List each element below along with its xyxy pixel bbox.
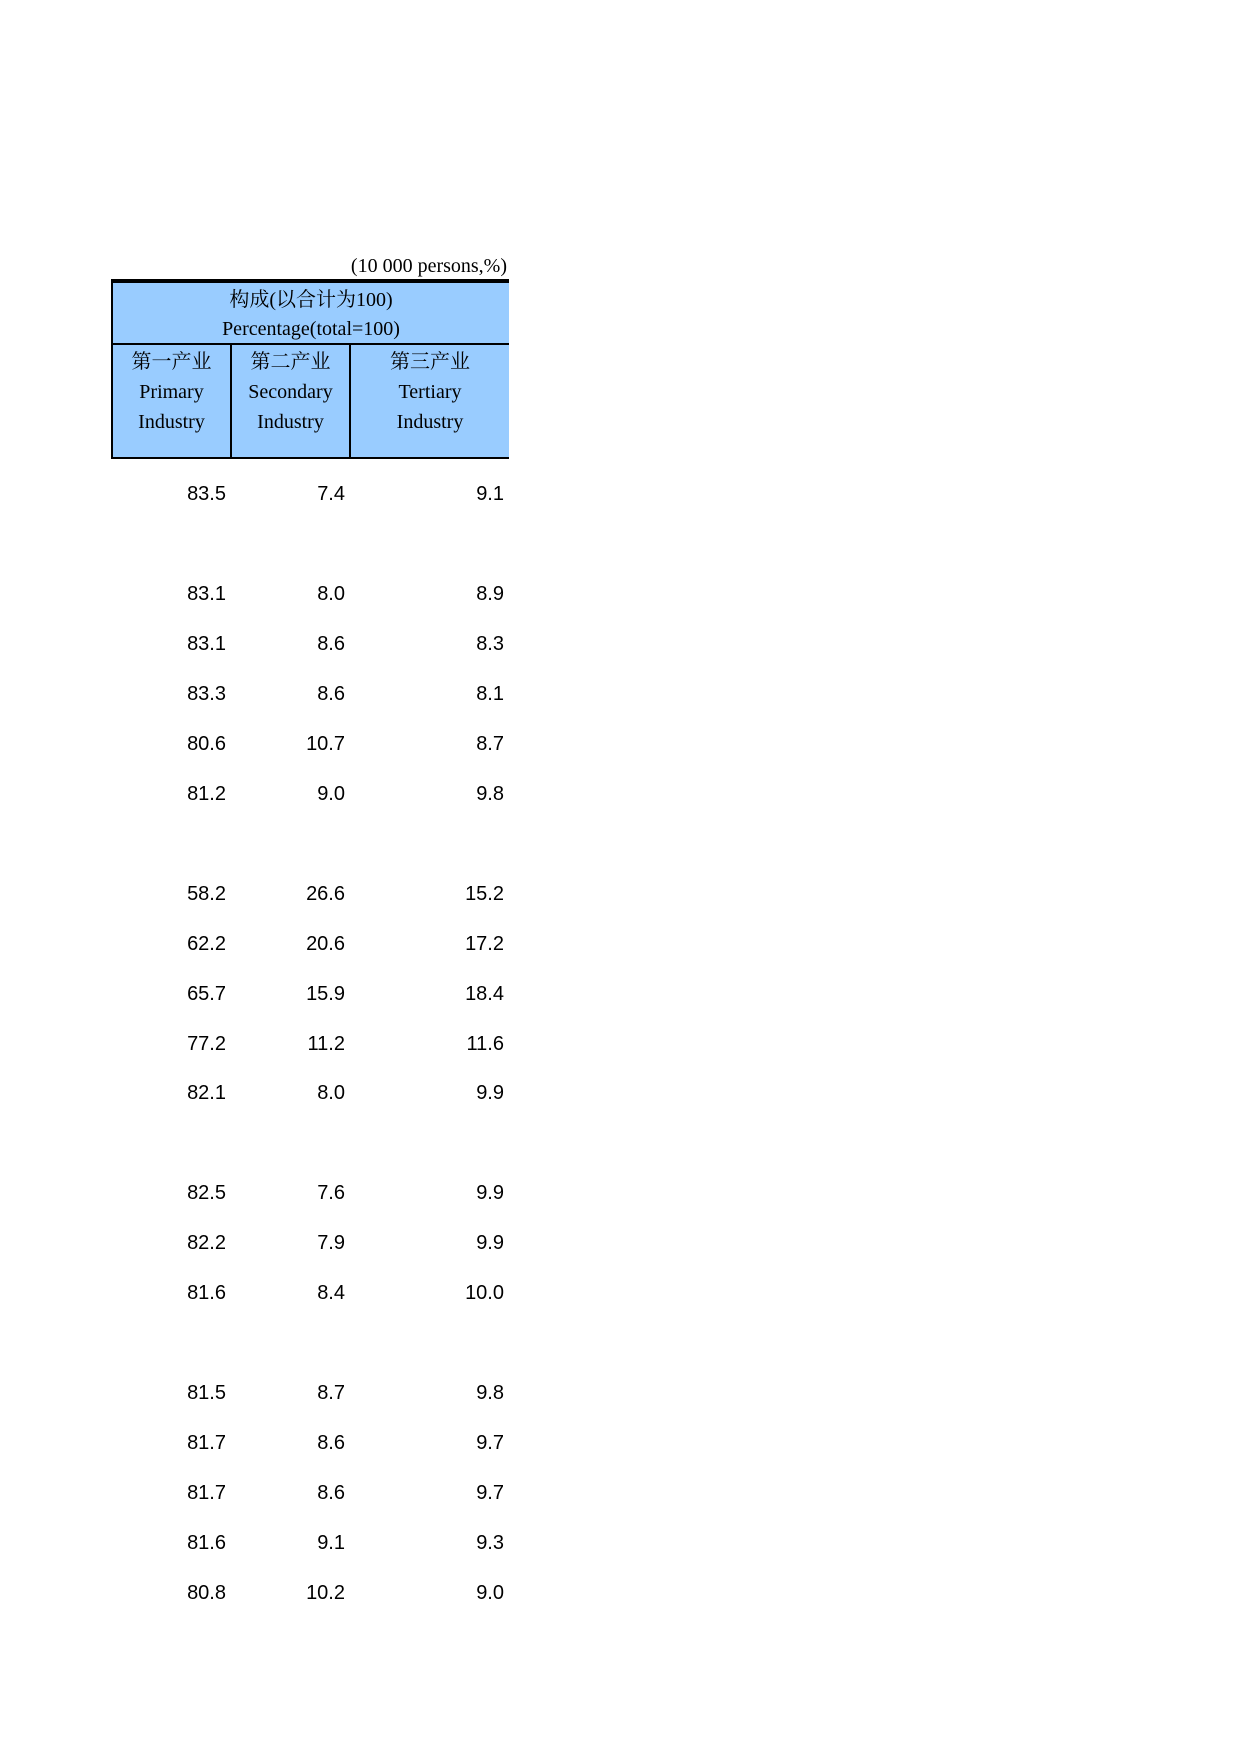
primary-value: 80.8	[187, 1582, 226, 1604]
secondary-value: 7.9	[317, 1232, 345, 1254]
secondary-value: 8.6	[317, 633, 345, 655]
primary-value: 82.5	[187, 1182, 226, 1204]
column-header-en: Tertiary	[398, 381, 462, 403]
table-row	[111, 774, 509, 814]
tertiary-value: 9.7	[476, 1482, 504, 1504]
column-header-en: Primary	[139, 381, 204, 403]
group-header	[113, 283, 509, 345]
secondary-value: 8.0	[317, 1082, 345, 1104]
primary-value: 81.6	[187, 1532, 226, 1554]
group-header-en: Percentage(total=100)	[222, 318, 400, 340]
secondary-value: 7.6	[317, 1182, 345, 1204]
primary-value: 81.6	[187, 1282, 226, 1304]
tertiary-value: 9.8	[476, 1382, 504, 1404]
table-row	[111, 624, 509, 664]
tertiary-value: 9.9	[476, 1232, 504, 1254]
table-row	[111, 724, 509, 764]
primary-value: 82.2	[187, 1232, 226, 1254]
primary-value: 83.1	[187, 633, 226, 655]
column-header-en: Industry	[396, 411, 464, 433]
table-header	[111, 279, 509, 459]
table-row	[111, 1473, 509, 1513]
secondary-value: 15.9	[306, 983, 345, 1005]
unit-note: (10 000 persons,%)	[350, 255, 507, 277]
tertiary-value: 9.7	[476, 1432, 504, 1454]
table-row	[111, 1024, 509, 1064]
primary-value: 81.2	[187, 783, 226, 805]
table-row	[111, 1523, 509, 1563]
table-row	[111, 974, 509, 1014]
table-row	[111, 1573, 509, 1613]
column-header-cn: 第三产业	[390, 351, 470, 373]
column-header-en: Secondary	[248, 381, 333, 403]
table-row	[111, 1073, 509, 1113]
tertiary-value: 9.9	[476, 1082, 504, 1104]
secondary-value: 8.7	[317, 1382, 345, 1404]
column-header-cn: 第一产业	[131, 351, 212, 373]
tertiary-value: 15.2	[465, 883, 504, 905]
column-header-en: Industry	[138, 411, 205, 433]
table-row	[111, 474, 509, 514]
secondary-value: 7.4	[317, 483, 345, 505]
primary-value: 82.1	[187, 1082, 226, 1104]
secondary-value: 9.1	[317, 1532, 345, 1554]
primary-value: 81.5	[187, 1382, 226, 1404]
table-row	[111, 1273, 509, 1313]
tertiary-value: 8.7	[476, 733, 504, 755]
secondary-value: 10.2	[306, 1582, 345, 1604]
primary-value: 81.7	[187, 1482, 226, 1504]
secondary-value: 8.6	[317, 1432, 345, 1454]
secondary-value: 9.0	[317, 783, 345, 805]
secondary-value: 10.7	[306, 733, 345, 755]
secondary-value: 8.6	[317, 1482, 345, 1504]
secondary-value: 26.6	[306, 883, 345, 905]
primary-value: 58.2	[187, 883, 226, 905]
tertiary-value: 9.1	[476, 483, 504, 505]
table-row	[111, 874, 509, 914]
primary-value: 81.7	[187, 1432, 226, 1454]
table-row	[111, 1423, 509, 1463]
tertiary-value: 11.6	[466, 1033, 504, 1055]
table-row	[111, 674, 509, 714]
primary-value: 83.3	[187, 683, 226, 705]
tertiary-value: 17.2	[465, 933, 504, 955]
column-header-en: Industry	[257, 411, 324, 433]
table-row	[111, 924, 509, 964]
secondary-value: 11.2	[307, 1033, 345, 1055]
tertiary-value: 9.3	[476, 1532, 504, 1554]
column-header-primary	[113, 345, 232, 457]
primary-value: 83.5	[187, 483, 226, 505]
column-header-tertiary	[351, 345, 509, 457]
secondary-value: 8.6	[317, 683, 345, 705]
table-row	[111, 1173, 509, 1213]
group-header-cn: 构成(以合计为100)	[229, 289, 393, 311]
table-row	[111, 574, 509, 614]
tertiary-value: 8.3	[476, 633, 504, 655]
tertiary-value: 10.0	[465, 1282, 504, 1304]
tertiary-value: 18.4	[465, 983, 504, 1005]
table-row	[111, 1373, 509, 1413]
tertiary-value: 8.9	[476, 583, 504, 605]
table-row	[111, 1223, 509, 1263]
column-header-cn: 第二产业	[250, 351, 331, 373]
primary-value: 65.7	[187, 983, 226, 1005]
tertiary-value: 9.9	[476, 1182, 504, 1204]
tertiary-value: 8.1	[476, 683, 504, 705]
tertiary-value: 9.8	[476, 783, 504, 805]
secondary-value: 8.0	[317, 583, 345, 605]
primary-value: 77.2	[187, 1033, 226, 1055]
primary-value: 62.2	[187, 933, 226, 955]
secondary-value: 8.4	[317, 1282, 345, 1304]
primary-value: 83.1	[187, 583, 226, 605]
primary-value: 80.6	[187, 733, 226, 755]
tertiary-value: 9.0	[476, 1582, 504, 1604]
column-header-secondary	[232, 345, 351, 457]
secondary-value: 20.6	[306, 933, 345, 955]
